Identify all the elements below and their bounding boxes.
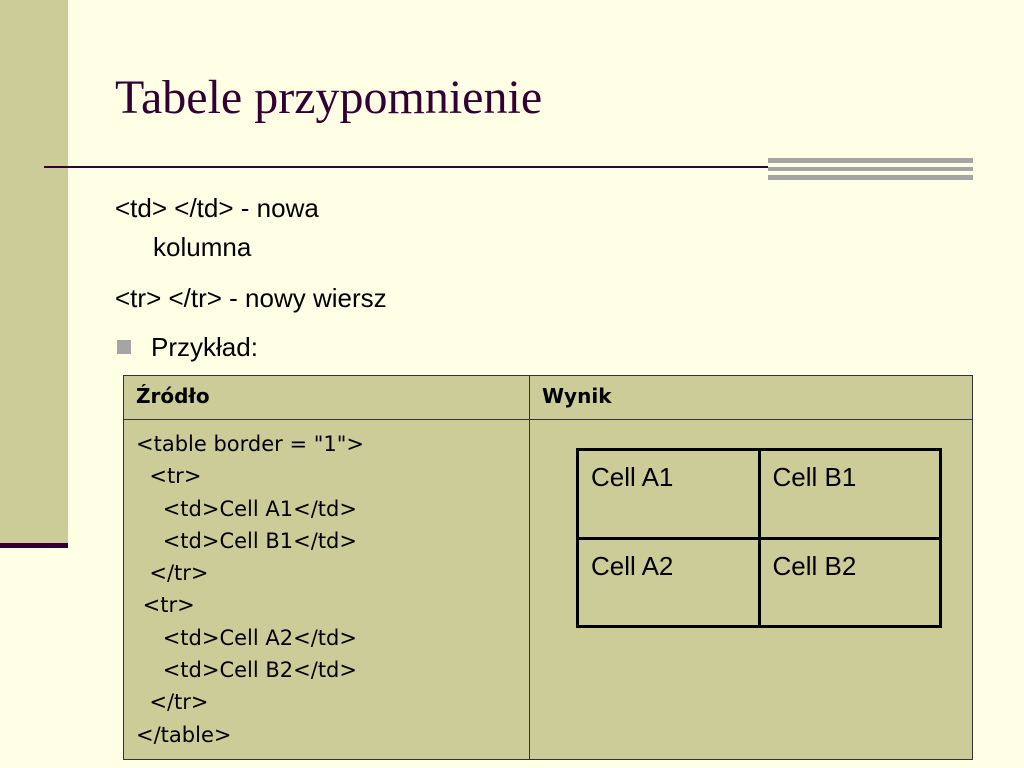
bullet-square-icon xyxy=(117,340,131,354)
text-tr-line: <tr> </tr> - nowy wiersz xyxy=(115,283,387,313)
text-example-label: Przykład: xyxy=(151,332,258,362)
result-cell-a2: Cell A2 xyxy=(579,540,761,629)
result-row-2 xyxy=(579,540,942,629)
header-source: Źródło xyxy=(124,376,530,420)
result-cell-b2: Cell B2 xyxy=(761,540,943,629)
rendered-result-table xyxy=(576,448,942,628)
result-row-1 xyxy=(579,451,942,540)
header-result: Wynik xyxy=(530,376,973,420)
result-cell-b1: Cell B1 xyxy=(761,451,943,540)
left-decor-band xyxy=(0,0,68,545)
text-td-line-cont: kolumna xyxy=(153,232,252,262)
title-divider xyxy=(44,166,770,168)
example-table-header-row xyxy=(124,376,973,420)
source-code-block: <table border = "1"> <tr> <td>Cell A1</td> <td>Cell B1</td> </tr> <tr> <td>Cell A2</td> <td>Cell B2</td> </tr> </table> xyxy=(124,420,530,760)
slide-title: Tabele przypomnienie xyxy=(115,71,543,124)
result-cell-a1: Cell A1 xyxy=(579,451,761,540)
text-td-line: <td> </td> - nowa xyxy=(115,193,319,223)
title-divider-accent xyxy=(768,158,973,180)
left-decor-rule xyxy=(0,543,68,548)
